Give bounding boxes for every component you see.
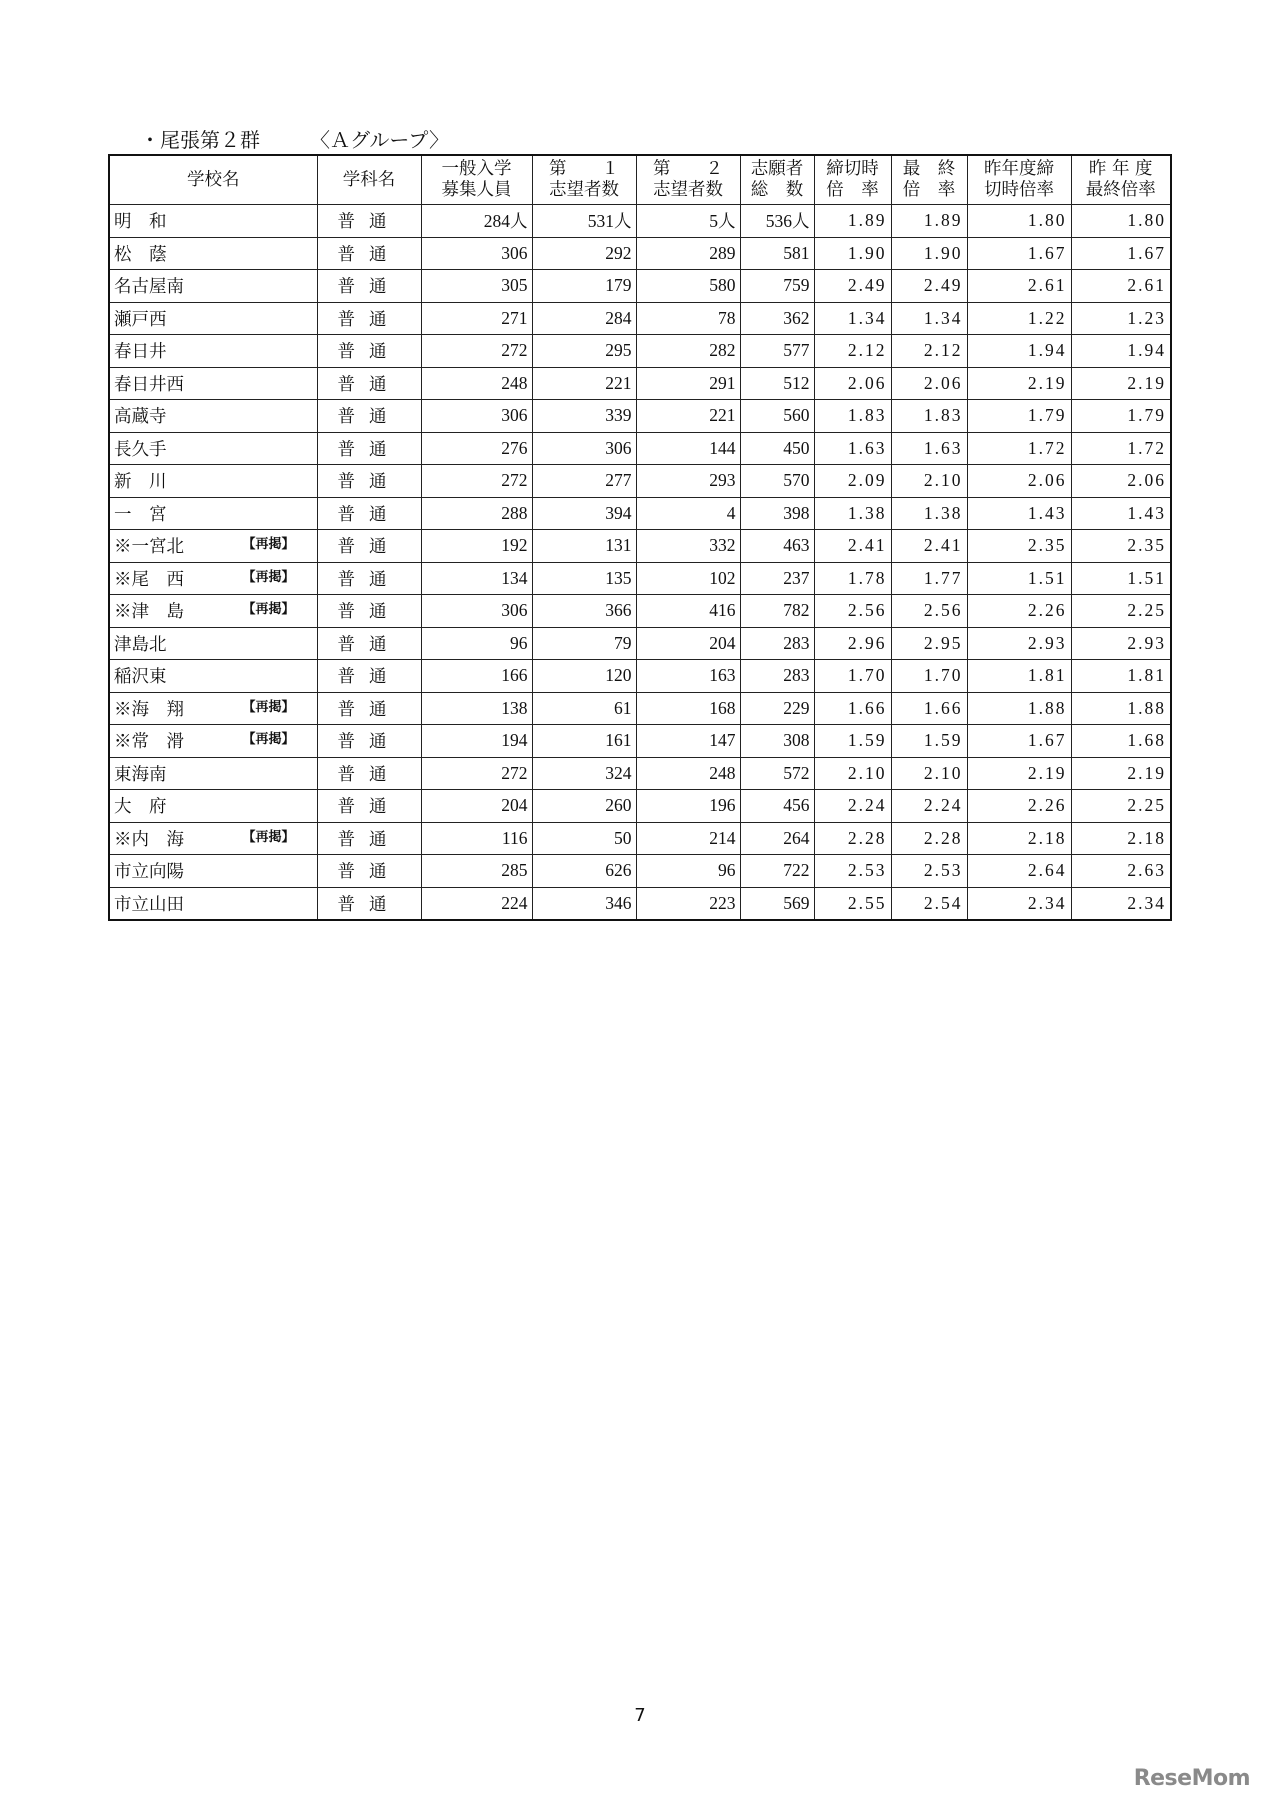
header-second-choice: 第 ２ 志望者数	[636, 155, 740, 205]
cell-dept: 普通	[317, 595, 421, 628]
cell-first-choice: 79	[532, 627, 636, 660]
cell-quota: 138	[421, 692, 532, 725]
school-name: 市立向陽	[114, 862, 184, 883]
cell-school	[109, 335, 317, 368]
cell-second-choice: 248	[636, 757, 740, 790]
cell-deadline-rate: 1.66	[814, 692, 891, 725]
relisted-tag: 【再掲】	[242, 569, 295, 585]
cell-total: 570	[740, 465, 814, 498]
cell-quota: 271	[421, 302, 532, 335]
cell-school	[109, 237, 317, 270]
table-row	[109, 530, 1171, 563]
cell-total: 536人	[740, 205, 814, 238]
cell-second-choice: 289	[636, 237, 740, 270]
cell-second-choice: 196	[636, 790, 740, 823]
cell-school	[109, 367, 317, 400]
cell-total: 456	[740, 790, 814, 823]
cell-deadline-rate: 2.49	[814, 270, 891, 303]
cell-last-final-rate: 1.79	[1071, 400, 1171, 433]
cell-second-choice: 5人	[636, 205, 740, 238]
cell-deadline-rate: 1.78	[814, 562, 891, 595]
cell-first-choice: 61	[532, 692, 636, 725]
table-row	[109, 432, 1171, 465]
cell-dept: 普通	[317, 660, 421, 693]
cell-total: 512	[740, 367, 814, 400]
cell-school	[109, 855, 317, 888]
table-row	[109, 302, 1171, 335]
cell-first-choice: 260	[532, 790, 636, 823]
cell-quota: 306	[421, 237, 532, 270]
cell-deadline-rate: 2.24	[814, 790, 891, 823]
cell-total: 782	[740, 595, 814, 628]
cell-school	[109, 595, 317, 628]
cell-total: 308	[740, 725, 814, 758]
cell-first-choice: 50	[532, 822, 636, 855]
cell-deadline-rate: 1.70	[814, 660, 891, 693]
cell-final-rate: 2.06	[891, 367, 967, 400]
section-title: ・尾張第２群 〈Ａグループ〉	[140, 128, 449, 152]
cell-final-rate: 2.56	[891, 595, 967, 628]
table-row	[109, 367, 1171, 400]
cell-last-deadline-rate: 2.19	[967, 367, 1071, 400]
cell-last-deadline-rate: 2.18	[967, 822, 1071, 855]
cell-final-rate: 1.63	[891, 432, 967, 465]
cell-quota: 116	[421, 822, 532, 855]
school-name: 一 宮	[114, 504, 167, 525]
cell-dept: 普通	[317, 465, 421, 498]
relisted-tag: 【再掲】	[242, 699, 295, 715]
cell-deadline-rate: 1.90	[814, 237, 891, 270]
cell-last-final-rate: 2.19	[1071, 367, 1171, 400]
cell-quota: 194	[421, 725, 532, 758]
cell-final-rate: 2.10	[891, 465, 967, 498]
cell-second-choice: 4	[636, 497, 740, 530]
relisted-tag: 【再掲】	[242, 829, 295, 845]
cell-school	[109, 757, 317, 790]
cell-total: 398	[740, 497, 814, 530]
cell-second-choice: 144	[636, 432, 740, 465]
cell-dept: 普通	[317, 205, 421, 238]
cell-quota: 272	[421, 757, 532, 790]
table-row	[109, 790, 1171, 823]
school-name: ※常 滑	[114, 732, 184, 753]
cell-last-final-rate: 1.72	[1071, 432, 1171, 465]
cell-school	[109, 302, 317, 335]
cell-deadline-rate: 2.12	[814, 335, 891, 368]
cell-quota: 134	[421, 562, 532, 595]
cell-first-choice: 324	[532, 757, 636, 790]
table-row	[109, 595, 1171, 628]
cell-dept: 普通	[317, 790, 421, 823]
cell-last-final-rate: 1.43	[1071, 497, 1171, 530]
cell-dept: 普通	[317, 270, 421, 303]
school-name: ※内 海	[114, 829, 184, 850]
school-name: 春日井	[114, 342, 167, 363]
cell-total: 581	[740, 237, 814, 270]
school-name: 瀬戸西	[114, 309, 167, 330]
cell-last-final-rate: 1.67	[1071, 237, 1171, 270]
school-name: 東海南	[114, 764, 167, 785]
cell-school	[109, 790, 317, 823]
cell-first-choice: 366	[532, 595, 636, 628]
cell-school	[109, 497, 317, 530]
cell-second-choice: 96	[636, 855, 740, 888]
cell-final-rate: 2.12	[891, 335, 967, 368]
cell-final-rate: 2.41	[891, 530, 967, 563]
cell-total: 572	[740, 757, 814, 790]
table-row	[109, 335, 1171, 368]
cell-school	[109, 400, 317, 433]
school-name: 市立山田	[114, 894, 184, 915]
school-name: 新 川	[114, 472, 167, 493]
school-name: 春日井西	[114, 374, 184, 395]
cell-final-rate: 1.34	[891, 302, 967, 335]
school-name: 名古屋南	[114, 277, 184, 298]
cell-total: 283	[740, 627, 814, 660]
table-row	[109, 627, 1171, 660]
school-name: 稲沢東	[114, 667, 167, 688]
cell-final-rate: 1.77	[891, 562, 967, 595]
cell-dept: 普通	[317, 627, 421, 660]
table-row	[109, 400, 1171, 433]
table-row	[109, 562, 1171, 595]
table-row	[109, 205, 1171, 238]
cell-final-rate: 1.90	[891, 237, 967, 270]
table-row	[109, 725, 1171, 758]
header-final-rate: 最 終 倍 率	[891, 155, 967, 205]
cell-school	[109, 692, 317, 725]
header-last-deadline-rate: 昨年度締 切時倍率	[967, 155, 1071, 205]
cell-deadline-rate: 1.83	[814, 400, 891, 433]
cell-dept: 普通	[317, 432, 421, 465]
cell-final-rate: 1.38	[891, 497, 967, 530]
cell-deadline-rate: 2.55	[814, 887, 891, 920]
cell-school	[109, 530, 317, 563]
school-name: ※尾 西	[114, 569, 184, 590]
cell-final-rate: 2.49	[891, 270, 967, 303]
cell-quota: 305	[421, 270, 532, 303]
school-name: 津島北	[114, 634, 167, 655]
cell-total: 264	[740, 822, 814, 855]
cell-quota: 284人	[421, 205, 532, 238]
cell-last-deadline-rate: 2.06	[967, 465, 1071, 498]
cell-deadline-rate: 2.56	[814, 595, 891, 628]
cell-quota: 276	[421, 432, 532, 465]
cell-second-choice: 332	[636, 530, 740, 563]
table-row	[109, 270, 1171, 303]
table-row	[109, 692, 1171, 725]
table-row	[109, 757, 1171, 790]
cell-dept: 普通	[317, 822, 421, 855]
cell-last-final-rate: 1.68	[1071, 725, 1171, 758]
cell-second-choice: 291	[636, 367, 740, 400]
school-name: ※一宮北	[114, 537, 184, 558]
cell-deadline-rate: 2.28	[814, 822, 891, 855]
cell-last-final-rate: 1.81	[1071, 660, 1171, 693]
cell-final-rate: 1.66	[891, 692, 967, 725]
cell-first-choice: 135	[532, 562, 636, 595]
school-name: 大 府	[114, 797, 167, 818]
cell-dept: 普通	[317, 497, 421, 530]
cell-school	[109, 205, 317, 238]
table-row	[109, 660, 1171, 693]
cell-school	[109, 822, 317, 855]
cell-quota: 248	[421, 367, 532, 400]
cell-total: 759	[740, 270, 814, 303]
cell-quota: 166	[421, 660, 532, 693]
cell-second-choice: 147	[636, 725, 740, 758]
cell-deadline-rate: 1.34	[814, 302, 891, 335]
cell-first-choice: 161	[532, 725, 636, 758]
cell-first-choice: 626	[532, 855, 636, 888]
watermark-logo: ReseMom	[1133, 1766, 1250, 1791]
school-name: ※津 島	[114, 602, 184, 623]
cell-deadline-rate: 2.06	[814, 367, 891, 400]
cell-final-rate: 1.83	[891, 400, 967, 433]
header-quota: 一般入学 募集人員	[421, 155, 532, 205]
cell-deadline-rate: 1.59	[814, 725, 891, 758]
cell-last-final-rate: 2.63	[1071, 855, 1171, 888]
cell-second-choice: 293	[636, 465, 740, 498]
header-first-choice: 第 １ 志望者数	[532, 155, 636, 205]
cell-second-choice: 168	[636, 692, 740, 725]
cell-first-choice: 339	[532, 400, 636, 433]
cell-last-deadline-rate: 2.35	[967, 530, 1071, 563]
cell-last-final-rate: 2.06	[1071, 465, 1171, 498]
cell-first-choice: 531人	[532, 205, 636, 238]
cell-school	[109, 725, 317, 758]
cell-last-deadline-rate: 1.88	[967, 692, 1071, 725]
cell-first-choice: 120	[532, 660, 636, 693]
cell-last-deadline-rate: 1.67	[967, 725, 1071, 758]
cell-dept: 普通	[317, 367, 421, 400]
cell-first-choice: 394	[532, 497, 636, 530]
cell-final-rate: 1.59	[891, 725, 967, 758]
cell-quota: 306	[421, 595, 532, 628]
cell-last-final-rate: 2.35	[1071, 530, 1171, 563]
cell-school	[109, 270, 317, 303]
cell-dept: 普通	[317, 335, 421, 368]
cell-last-deadline-rate: 1.43	[967, 497, 1071, 530]
cell-last-deadline-rate: 2.26	[967, 595, 1071, 628]
cell-second-choice: 580	[636, 270, 740, 303]
table-row	[109, 497, 1171, 530]
cell-last-deadline-rate: 1.22	[967, 302, 1071, 335]
cell-last-deadline-rate: 1.80	[967, 205, 1071, 238]
cell-final-rate: 2.54	[891, 887, 967, 920]
cell-first-choice: 277	[532, 465, 636, 498]
cell-dept: 普通	[317, 692, 421, 725]
cell-last-final-rate: 2.93	[1071, 627, 1171, 660]
cell-quota: 306	[421, 400, 532, 433]
header-deadline-rate: 締切時 倍 率	[814, 155, 891, 205]
cell-quota: 272	[421, 335, 532, 368]
cell-final-rate: 1.70	[891, 660, 967, 693]
header-last-final-rate: 昨 年 度 最終倍率	[1071, 155, 1171, 205]
cell-total: 569	[740, 887, 814, 920]
cell-quota: 288	[421, 497, 532, 530]
cell-last-final-rate: 1.23	[1071, 302, 1171, 335]
cell-last-deadline-rate: 1.79	[967, 400, 1071, 433]
header-school: 学校名	[109, 155, 317, 205]
cell-quota: 192	[421, 530, 532, 563]
table-body	[109, 205, 1171, 921]
table-row	[109, 237, 1171, 270]
cell-last-final-rate: 1.51	[1071, 562, 1171, 595]
cell-last-final-rate: 2.61	[1071, 270, 1171, 303]
cell-last-deadline-rate: 2.26	[967, 790, 1071, 823]
cell-school	[109, 627, 317, 660]
cell-last-deadline-rate: 2.64	[967, 855, 1071, 888]
cell-dept: 普通	[317, 302, 421, 335]
cell-quota: 96	[421, 627, 532, 660]
cell-last-final-rate: 1.94	[1071, 335, 1171, 368]
table-row	[109, 822, 1171, 855]
cell-last-final-rate: 2.25	[1071, 595, 1171, 628]
school-name: ※海 翔	[114, 699, 184, 720]
school-name: 松 蔭	[114, 244, 167, 265]
cell-school	[109, 660, 317, 693]
cell-school	[109, 432, 317, 465]
cell-last-final-rate: 2.18	[1071, 822, 1171, 855]
cell-dept: 普通	[317, 237, 421, 270]
cell-last-deadline-rate: 1.81	[967, 660, 1071, 693]
relisted-tag: 【再掲】	[242, 537, 295, 553]
cell-first-choice: 221	[532, 367, 636, 400]
applicant-ratio-table	[108, 154, 1172, 921]
relisted-tag: 【再掲】	[242, 732, 295, 748]
cell-deadline-rate: 2.09	[814, 465, 891, 498]
cell-second-choice: 282	[636, 335, 740, 368]
cell-last-deadline-rate: 2.19	[967, 757, 1071, 790]
cell-dept: 普通	[317, 887, 421, 920]
header-row	[109, 155, 1171, 205]
cell-final-rate: 2.53	[891, 855, 967, 888]
cell-first-choice: 284	[532, 302, 636, 335]
cell-dept: 普通	[317, 562, 421, 595]
cell-final-rate: 2.10	[891, 757, 967, 790]
cell-last-deadline-rate: 1.94	[967, 335, 1071, 368]
school-name: 高蔵寺	[114, 407, 167, 428]
cell-second-choice: 163	[636, 660, 740, 693]
cell-deadline-rate: 1.38	[814, 497, 891, 530]
cell-last-final-rate: 1.88	[1071, 692, 1171, 725]
cell-deadline-rate: 2.96	[814, 627, 891, 660]
cell-last-final-rate: 1.80	[1071, 205, 1171, 238]
header-total: 志願者 総 数	[740, 155, 814, 205]
cell-total: 577	[740, 335, 814, 368]
cell-final-rate: 2.28	[891, 822, 967, 855]
table-row	[109, 465, 1171, 498]
cell-dept: 普通	[317, 725, 421, 758]
cell-deadline-rate: 2.53	[814, 855, 891, 888]
cell-final-rate: 2.24	[891, 790, 967, 823]
page-number: 7	[634, 1705, 646, 1726]
cell-second-choice: 416	[636, 595, 740, 628]
cell-second-choice: 223	[636, 887, 740, 920]
cell-dept: 普通	[317, 530, 421, 563]
cell-second-choice: 102	[636, 562, 740, 595]
cell-first-choice: 131	[532, 530, 636, 563]
cell-total: 450	[740, 432, 814, 465]
cell-school	[109, 887, 317, 920]
cell-last-deadline-rate: 2.34	[967, 887, 1071, 920]
cell-dept: 普通	[317, 757, 421, 790]
relisted-tag: 【再掲】	[242, 602, 295, 618]
school-name: 長久手	[114, 439, 167, 460]
school-name: 明 和	[114, 212, 167, 233]
cell-first-choice: 295	[532, 335, 636, 368]
cell-quota: 224	[421, 887, 532, 920]
cell-deadline-rate: 1.89	[814, 205, 891, 238]
cell-final-rate: 1.89	[891, 205, 967, 238]
cell-total: 229	[740, 692, 814, 725]
cell-total: 362	[740, 302, 814, 335]
cell-last-deadline-rate: 1.67	[967, 237, 1071, 270]
cell-second-choice: 204	[636, 627, 740, 660]
cell-quota: 272	[421, 465, 532, 498]
cell-total: 237	[740, 562, 814, 595]
cell-school	[109, 562, 317, 595]
cell-first-choice: 346	[532, 887, 636, 920]
cell-last-deadline-rate: 2.61	[967, 270, 1071, 303]
cell-total: 722	[740, 855, 814, 888]
cell-school	[109, 465, 317, 498]
table-row	[109, 855, 1171, 888]
cell-last-final-rate: 2.25	[1071, 790, 1171, 823]
cell-quota: 204	[421, 790, 532, 823]
cell-last-deadline-rate: 2.93	[967, 627, 1071, 660]
cell-total: 463	[740, 530, 814, 563]
cell-first-choice: 292	[532, 237, 636, 270]
cell-first-choice: 179	[532, 270, 636, 303]
cell-second-choice: 221	[636, 400, 740, 433]
cell-second-choice: 214	[636, 822, 740, 855]
cell-total: 560	[740, 400, 814, 433]
cell-last-final-rate: 2.19	[1071, 757, 1171, 790]
cell-deadline-rate: 1.63	[814, 432, 891, 465]
cell-final-rate: 2.95	[891, 627, 967, 660]
cell-dept: 普通	[317, 855, 421, 888]
cell-first-choice: 306	[532, 432, 636, 465]
header-dept: 学科名	[317, 155, 421, 205]
cell-last-deadline-rate: 1.72	[967, 432, 1071, 465]
cell-deadline-rate: 2.10	[814, 757, 891, 790]
cell-total: 283	[740, 660, 814, 693]
cell-second-choice: 78	[636, 302, 740, 335]
cell-last-deadline-rate: 1.51	[967, 562, 1071, 595]
cell-last-final-rate: 2.34	[1071, 887, 1171, 920]
cell-dept: 普通	[317, 400, 421, 433]
cell-deadline-rate: 2.41	[814, 530, 891, 563]
table-row	[109, 887, 1171, 920]
cell-quota: 285	[421, 855, 532, 888]
